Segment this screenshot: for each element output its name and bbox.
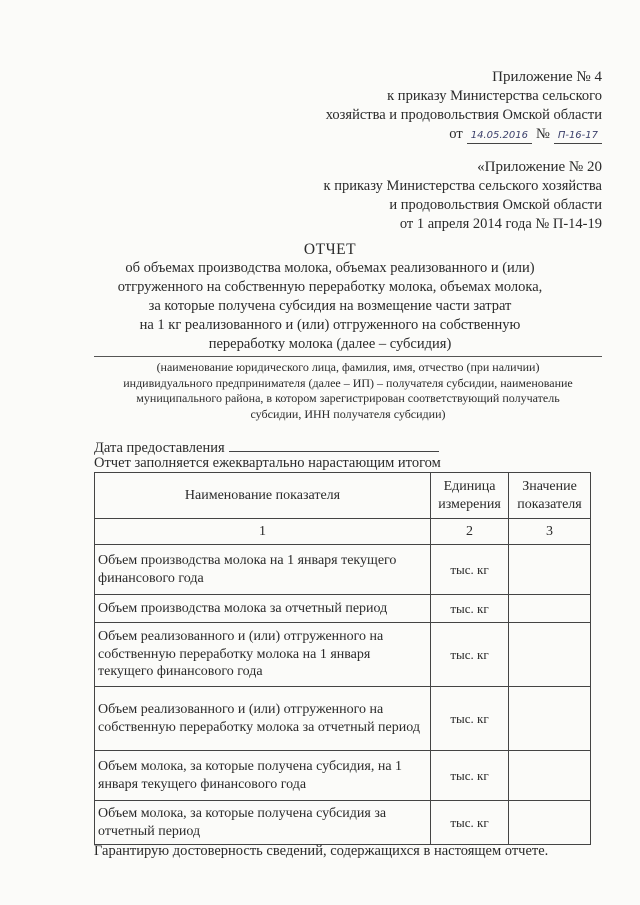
appendix-20-title: «Приложение № 20 (477, 159, 602, 175)
indicator-unit: тыс. кг (431, 595, 509, 623)
header-unit: Единица измерения (431, 473, 509, 519)
indicators-table (94, 472, 591, 845)
report-title-line: переработку молока (далее – субсидия) (208, 336, 452, 352)
table-row (95, 801, 591, 845)
report-heading: ОТЧЕТ (303, 241, 357, 258)
order-prefix: от (449, 126, 463, 142)
date-label: Дата предоставления (94, 440, 225, 456)
header-value: Значение показателя (509, 473, 591, 519)
column-number-row (95, 519, 591, 545)
indicator-name: Объем реализованного и (или) отгруженного на собственную переработку молока за отчетный период (95, 687, 431, 751)
fill-note: Отчет заполняется ежеквартально нарастающим итогом (94, 455, 441, 471)
indicator-value-cell[interactable] (509, 545, 591, 595)
table-row (95, 687, 591, 751)
date-blank-field[interactable] (229, 437, 439, 452)
appendix-20-line1: к приказу Министерства сельского хозяйства (323, 178, 602, 194)
table-row (95, 623, 591, 687)
handwritten-order-date: 14.05.2016 (467, 129, 532, 144)
indicator-unit: тыс. кг (431, 545, 509, 595)
column-number: 1 (95, 519, 431, 545)
report-title-line: за которые получена субсидия на возмещение части затрат (148, 298, 512, 314)
appendix-4-line2: хозяйства и продовольствия Омской области (325, 107, 602, 123)
indicator-value-cell[interactable] (509, 595, 591, 623)
indicator-name: Объем реализованного и (или) отгруженного на собственную переработку молока на 1 января текущего финансового года (95, 623, 431, 687)
indicator-unit: тыс. кг (431, 687, 509, 751)
table-row (95, 751, 591, 801)
organization-blank-line[interactable] (94, 356, 602, 357)
table-row (95, 545, 591, 595)
appendix-4-title: Приложение № 4 (492, 69, 602, 85)
indicator-value-cell[interactable] (509, 801, 591, 845)
column-number: 3 (509, 519, 591, 545)
order-number-label: № (535, 126, 550, 142)
organization-note-line: субсидии, ИНН получателя субсидии) (250, 406, 446, 421)
date-row (94, 437, 439, 457)
report-title (60, 240, 600, 354)
table-row (95, 595, 591, 623)
indicator-unit: тыс. кг (431, 751, 509, 801)
report-title-line: об объемах производства молока, объемах реализованного и (или) (125, 260, 535, 276)
table-header-row (95, 473, 591, 519)
organization-note-line: муниципального района, в котором зарегистрирован соответствующий получатель (136, 391, 560, 405)
indicator-name: Объем производства молока на 1 января текущего финансового года (95, 545, 431, 595)
indicator-value-cell[interactable] (509, 623, 591, 687)
report-title-line: отгруженного на собственную переработку молока, объемах молока, (117, 279, 543, 295)
appendix-4-line1: к приказу Министерства сельского (387, 88, 602, 104)
handwritten-order-number: П-16-17 (554, 129, 602, 144)
indicator-value-cell[interactable] (509, 751, 591, 801)
indicator-name: Объем производства молока за отчетный период (95, 595, 431, 623)
guarantee-statement: Гарантирую достоверность сведений, содержащихся в настоящем отчете. (94, 843, 549, 859)
indicator-unit: тыс. кг (431, 801, 509, 845)
organization-note-line: (наименование юридического лица, фамилия, имя, отчество (при наличии) (156, 360, 540, 374)
indicator-name: Объем молока, за которые получена субсидия за отчетный период (95, 801, 431, 845)
organization-note-line: индивидуального предпринимателя (далее – ИП) – получателя субсидии, наименование (123, 375, 573, 390)
indicator-unit: тыс. кг (431, 623, 509, 687)
appendix-4-order-line (242, 125, 602, 144)
column-number: 2 (431, 519, 509, 545)
appendix-20-line2: и продовольствия Омской области (389, 197, 602, 213)
report-title-line: на 1 кг реализованного и (или) отгруженного на собственную (139, 317, 521, 333)
organization-note (94, 360, 602, 422)
header-name: Наименование показателя (95, 473, 431, 519)
appendix-4-block (242, 68, 602, 144)
appendix-20-block (242, 158, 602, 234)
appendix-20-line3: от 1 апреля 2014 года № П-14-19 (399, 216, 602, 232)
indicator-value-cell[interactable] (509, 687, 591, 751)
indicator-name: Объем молока, за которые получена субсидия, на 1 января текущего финансового года (95, 751, 431, 801)
